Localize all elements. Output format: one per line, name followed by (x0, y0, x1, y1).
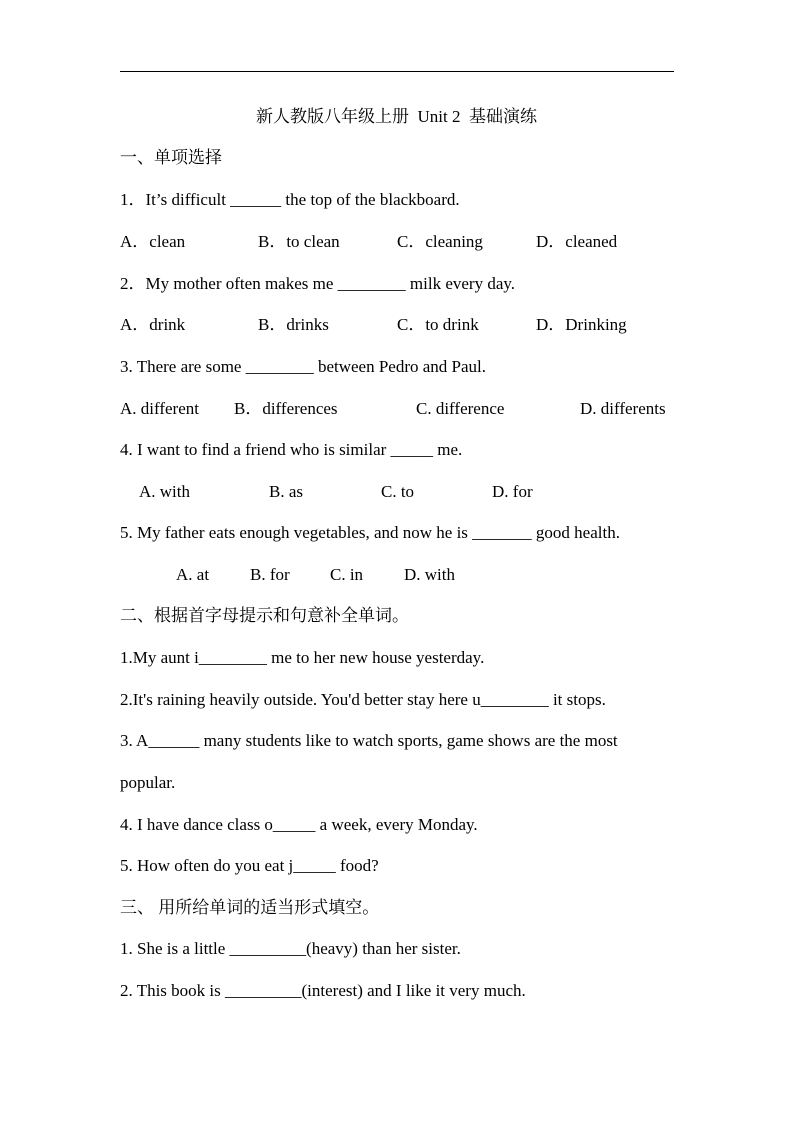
q5-option-c: C. in (330, 565, 364, 584)
section-2-item: 2.It's raining heavily outside. You'd better stay here u________ it stops. (120, 690, 606, 709)
q4-option-b: B. as (269, 482, 303, 501)
q1-option-c: C．cleaning (397, 232, 483, 251)
section-2-item: 3. A______ many students like to watch sports, game shows are the most (120, 731, 618, 750)
header-rule (120, 71, 674, 72)
section-3-item: 2. This book is _________(interest) and I like it very much. (120, 981, 526, 1000)
question-3-stem: 3. There are some ________ between Pedro and Paul. (120, 357, 487, 376)
q2-option-a: A．drink (120, 315, 186, 334)
q3-option-b: B．differences (234, 399, 338, 418)
q5-option-b: B. for (250, 565, 290, 584)
q4-option-a: A. with (139, 482, 190, 501)
section-2-item-continuation: popular. (120, 773, 176, 792)
q5-option-d: D. with (404, 565, 455, 584)
q4-option-d: D. for (492, 482, 533, 501)
section-1-heading: 一、单项选择 (120, 148, 222, 167)
q3-option-c: C. difference (416, 399, 505, 418)
question-2-stem: 2．My mother often makes me ________ milk every day. (120, 274, 516, 293)
q1-option-a: A．clean (120, 232, 186, 251)
question-4-stem: 4. I want to find a friend who is similar _____ me. (120, 440, 463, 459)
section-2-heading: 二、根据首字母提示和句意补全单词。 (120, 606, 409, 625)
q4-option-c: C. to (381, 482, 415, 501)
q5-option-a: A. at (176, 565, 210, 584)
q3-option-d: D. differents (580, 399, 666, 418)
q2-option-c: C．to drink (397, 315, 479, 334)
q1-option-b: B．to clean (258, 232, 340, 251)
section-2-item: 4. I have dance class o_____ a week, every Monday. (120, 815, 478, 834)
page-title: 新人教版八年级上册 Unit 2 基础演练 (256, 107, 537, 126)
q2-option-d: D．Drinking (536, 315, 627, 334)
question-1-stem: 1．It’s difficult ______ the top of the blackboard. (120, 190, 460, 209)
section-2-item: 1.My aunt i________ me to her new house yesterday. (120, 648, 485, 667)
question-5-stem: 5. My father eats enough vegetables, and now he is _______ good health. (120, 523, 620, 542)
q3-option-a: A. different (120, 399, 199, 418)
q2-option-b: B．drinks (258, 315, 329, 334)
q1-option-d: D．cleaned (536, 232, 618, 251)
section-3-item: 1. She is a little _________(heavy) than her sister. (120, 939, 461, 958)
section-2-item: 5. How often do you eat j_____ food? (120, 856, 379, 875)
section-3-heading: 三、 用所给单词的适当形式填空。 (120, 898, 380, 917)
